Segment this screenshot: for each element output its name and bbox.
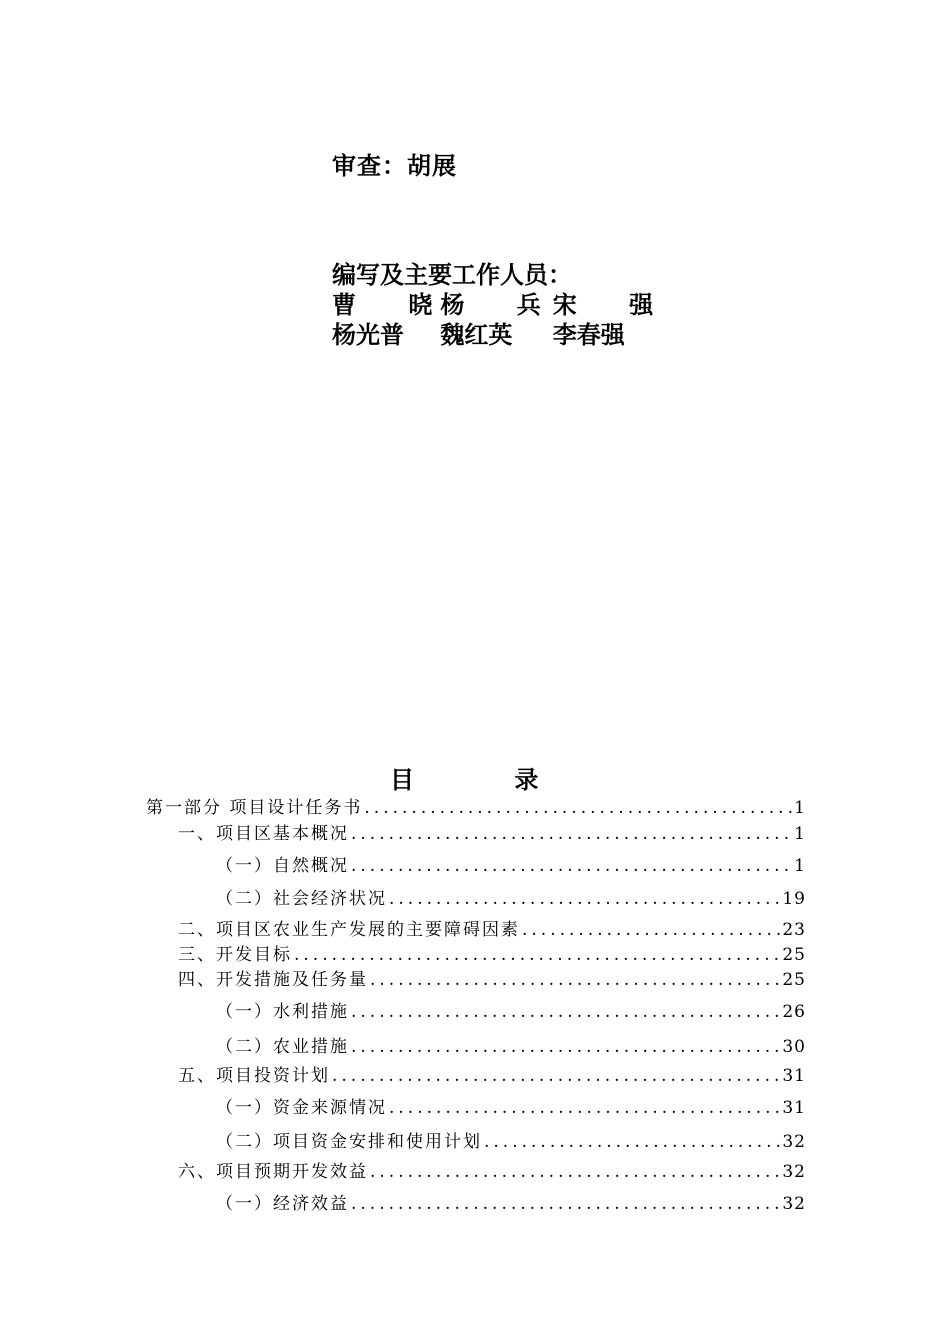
toc-entry-title: （二）社会经济状况 <box>216 889 387 909</box>
toc-entry-page: 32 <box>782 1194 806 1214</box>
review-line: 审查：胡展 <box>332 151 457 180</box>
toc-entry-title: 二、项目区农业生产发展的主要障碍因素 <box>178 920 520 940</box>
toc-entry[interactable] <box>146 793 806 818</box>
toc-entry-page: 25 <box>782 945 806 965</box>
toc-entry[interactable] <box>178 940 806 965</box>
toc-entry[interactable] <box>178 915 806 940</box>
toc-entry-page: 19 <box>782 889 806 909</box>
staff-name: 魏红英 <box>440 320 513 349</box>
toc-entry-title: （一）经济效益 <box>216 1194 349 1214</box>
toc-leader-dots <box>522 920 780 940</box>
toc-leader-dots <box>294 945 780 965</box>
toc-entry-title: （一）自然概况 <box>216 856 349 876</box>
toc-entry-title: （一）水利措施 <box>216 1002 349 1022</box>
staff-name: 杨光普 <box>332 320 404 349</box>
toc-entry[interactable] <box>216 1127 806 1152</box>
toc-entry-title: 三、开发目标 <box>178 945 292 965</box>
toc-entry[interactable] <box>216 997 806 1022</box>
toc-leader-dots <box>370 1162 780 1182</box>
toc-entry[interactable] <box>178 965 806 990</box>
toc-entry[interactable] <box>216 1189 806 1214</box>
toc-entry-page: 1 <box>794 856 806 876</box>
toc-leader-dots <box>332 1066 780 1086</box>
toc-leader-dots <box>351 856 792 876</box>
toc-entry-title: 五、项目投资计划 <box>178 1066 330 1086</box>
staff-name: 李春强 <box>552 320 625 349</box>
toc-entry-page: 26 <box>782 1002 806 1022</box>
toc-title-char: 目 <box>390 765 414 794</box>
staff-heading: 编写及主要工作人员： <box>332 260 572 289</box>
toc-leader-dots <box>351 1037 780 1057</box>
toc-entry-title: （一）资金来源情况 <box>216 1098 387 1118</box>
toc-leader-dots <box>364 798 792 818</box>
toc-entry-page: 31 <box>782 1066 806 1086</box>
staff-name: 杨 兵 <box>440 290 563 319</box>
toc-entry-page: 31 <box>782 1098 806 1118</box>
staff-name: 宋 强 <box>552 290 676 319</box>
toc-entry-title: 六、项目预期开发效益 <box>178 1162 368 1182</box>
toc-entry[interactable] <box>178 819 806 844</box>
toc-entry[interactable] <box>178 1061 806 1086</box>
toc-entry-title: 四、开发措施及任务量 <box>178 970 368 990</box>
toc-entry[interactable] <box>216 1032 806 1057</box>
toc-entry-page: 32 <box>782 1132 806 1152</box>
toc-leader-dots <box>351 1194 780 1214</box>
toc-entry-page: 1 <box>794 824 806 844</box>
toc-entry-page: 32 <box>782 1162 806 1182</box>
toc-entry-title: 一、项目区基本概况 <box>178 824 349 844</box>
toc-entry[interactable] <box>178 1157 806 1182</box>
toc-entry-page: 30 <box>782 1037 806 1057</box>
toc-leader-dots <box>370 970 780 990</box>
toc-leader-dots <box>389 1098 780 1118</box>
toc-entry[interactable] <box>216 1093 806 1118</box>
toc-entry[interactable] <box>216 851 806 876</box>
toc-entry-title: 第一部分 项目设计任务书 <box>146 798 363 818</box>
toc-leader-dots <box>351 1002 780 1022</box>
toc-entry[interactable] <box>216 884 806 909</box>
toc-entry-page: 25 <box>782 970 806 990</box>
toc-entry-title: （二）农业措施 <box>216 1037 349 1057</box>
toc-leader-dots <box>484 1132 780 1152</box>
toc-title-char: 录 <box>514 765 539 794</box>
toc-entry-page: 23 <box>782 920 806 940</box>
toc-leader-dots <box>351 824 792 844</box>
toc-entry-title: （二）项目资金安排和使用计划 <box>216 1132 482 1152</box>
staff-name: 曹 晓 <box>332 290 455 319</box>
toc-entry-page: 1 <box>794 798 806 818</box>
toc-leader-dots <box>389 889 780 909</box>
